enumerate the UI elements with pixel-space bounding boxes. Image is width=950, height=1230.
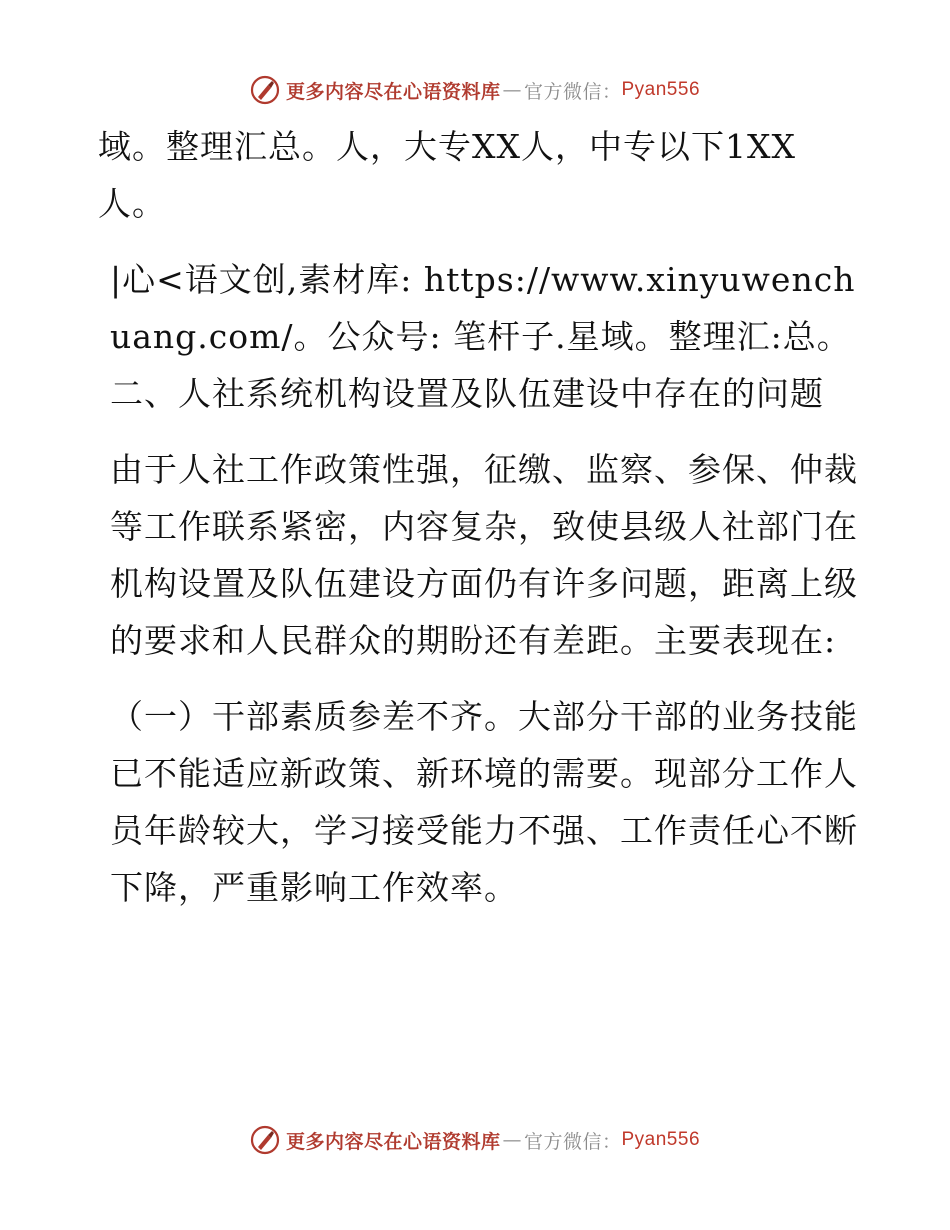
paragraph-1: 域。整理汇总。人，大专XX人，中专以下1XX人。 bbox=[98, 127, 796, 223]
paragraph-3: 由于人社工作政策性强，征缴、监察、参保、仲裁等工作联系紧密，内容复杂，致使县级人社部门在机构设置及队伍建设方面仍有许多问题，距离上级的要求和人民群众的期盼还有差距。主要表现在: bbox=[110, 450, 858, 660]
banner-brand-text: 更多内容尽在心语资料库 bbox=[285, 1130, 501, 1153]
banner-brand-text: 更多内容尽在心语资料库 bbox=[285, 80, 501, 103]
footer-banner bbox=[0, 1120, 950, 1160]
document-body bbox=[98, 118, 858, 935]
header-banner bbox=[0, 70, 950, 110]
paragraph-4: （一）干部素质参差不齐。大部分干部的业务技能已不能适应新政策、新环境的需要。现部分工作人员年龄较大，学习接受能力不强、工作责任心不断下降，严重影响工作效率。 bbox=[110, 697, 858, 907]
banner-dash: — bbox=[502, 1129, 522, 1151]
banner-wechat-id: Pyan556 bbox=[621, 79, 701, 100]
banner-wechat-label: 官方微信： bbox=[523, 1130, 622, 1153]
banner-dash: — bbox=[502, 79, 522, 101]
banner-wechat-id: Pyan556 bbox=[621, 1129, 701, 1150]
pen-logo-icon bbox=[250, 1125, 280, 1155]
paragraph-2: |心<语文创,素材库: https://www.xinyuwenchuang.com/。公众号: 笔杆子.星域。整理汇:总。二、人社系统机构设置及队伍建设中存在的问题 bbox=[110, 260, 856, 413]
banner-wechat-label: 官方微信： bbox=[523, 80, 622, 103]
pen-logo-icon bbox=[250, 75, 280, 105]
